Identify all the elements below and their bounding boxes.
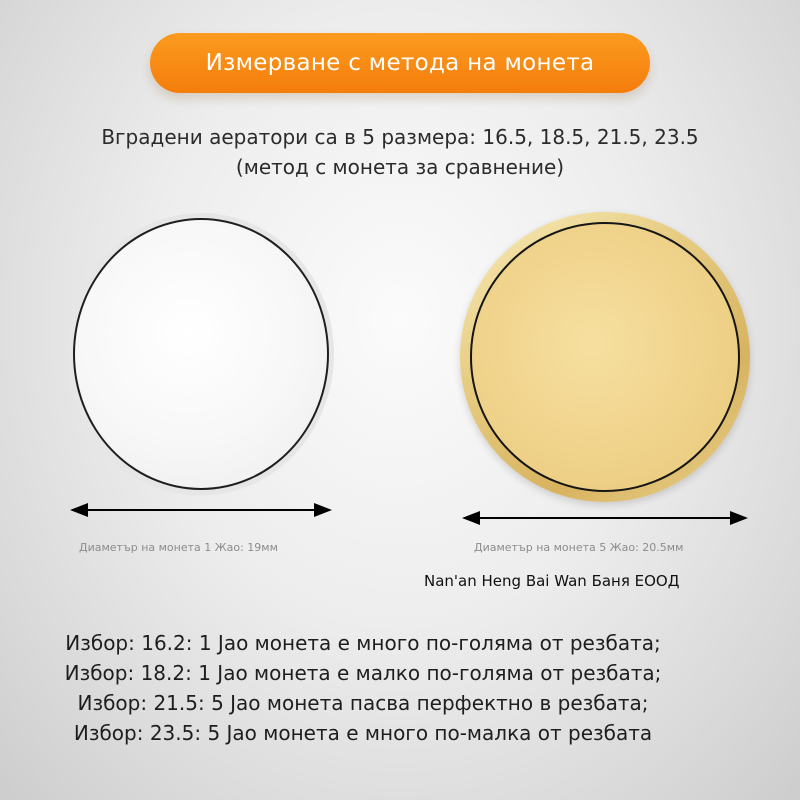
intro-line-1: Вградени аератори са в 5 размера: 16.5, 18.5, 21.5, 23.5	[101, 125, 699, 149]
title-banner	[150, 33, 650, 93]
diameter-arrow-right	[462, 510, 750, 526]
intro-line-2: (метод с монета за сравнение)	[235, 155, 565, 179]
coin-1-caption: Диаметър на монета 1 Жао: 19мм	[79, 541, 278, 554]
choice-item: Избор: 21.5: 5 Jao монета пасва перфектно в резбата;	[77, 691, 649, 715]
coin-5-caption: Диаметър на монета 5 Жао: 20.5мм	[474, 541, 684, 554]
coin-5-jiao	[470, 222, 740, 492]
banner-title: Измерване с метода на монета	[205, 50, 595, 76]
intro-text	[0, 122, 800, 182]
choice-item: Избор: 18.2: 1 Jao монета е малко по-голяма от резбата;	[64, 661, 662, 685]
coin-1-jiao	[73, 218, 329, 490]
choice-list	[0, 628, 726, 748]
choice-item: Избор: 23.5: 5 Jao монета е много по-малка от резбата	[73, 721, 653, 745]
company-name: Nan'an Heng Bai Wan Баня ЕООД	[424, 572, 680, 590]
diameter-arrow-left	[70, 502, 334, 518]
choice-item: Избор: 16.2: 1 Jao монета е много по-голяма от резбата;	[65, 631, 661, 655]
